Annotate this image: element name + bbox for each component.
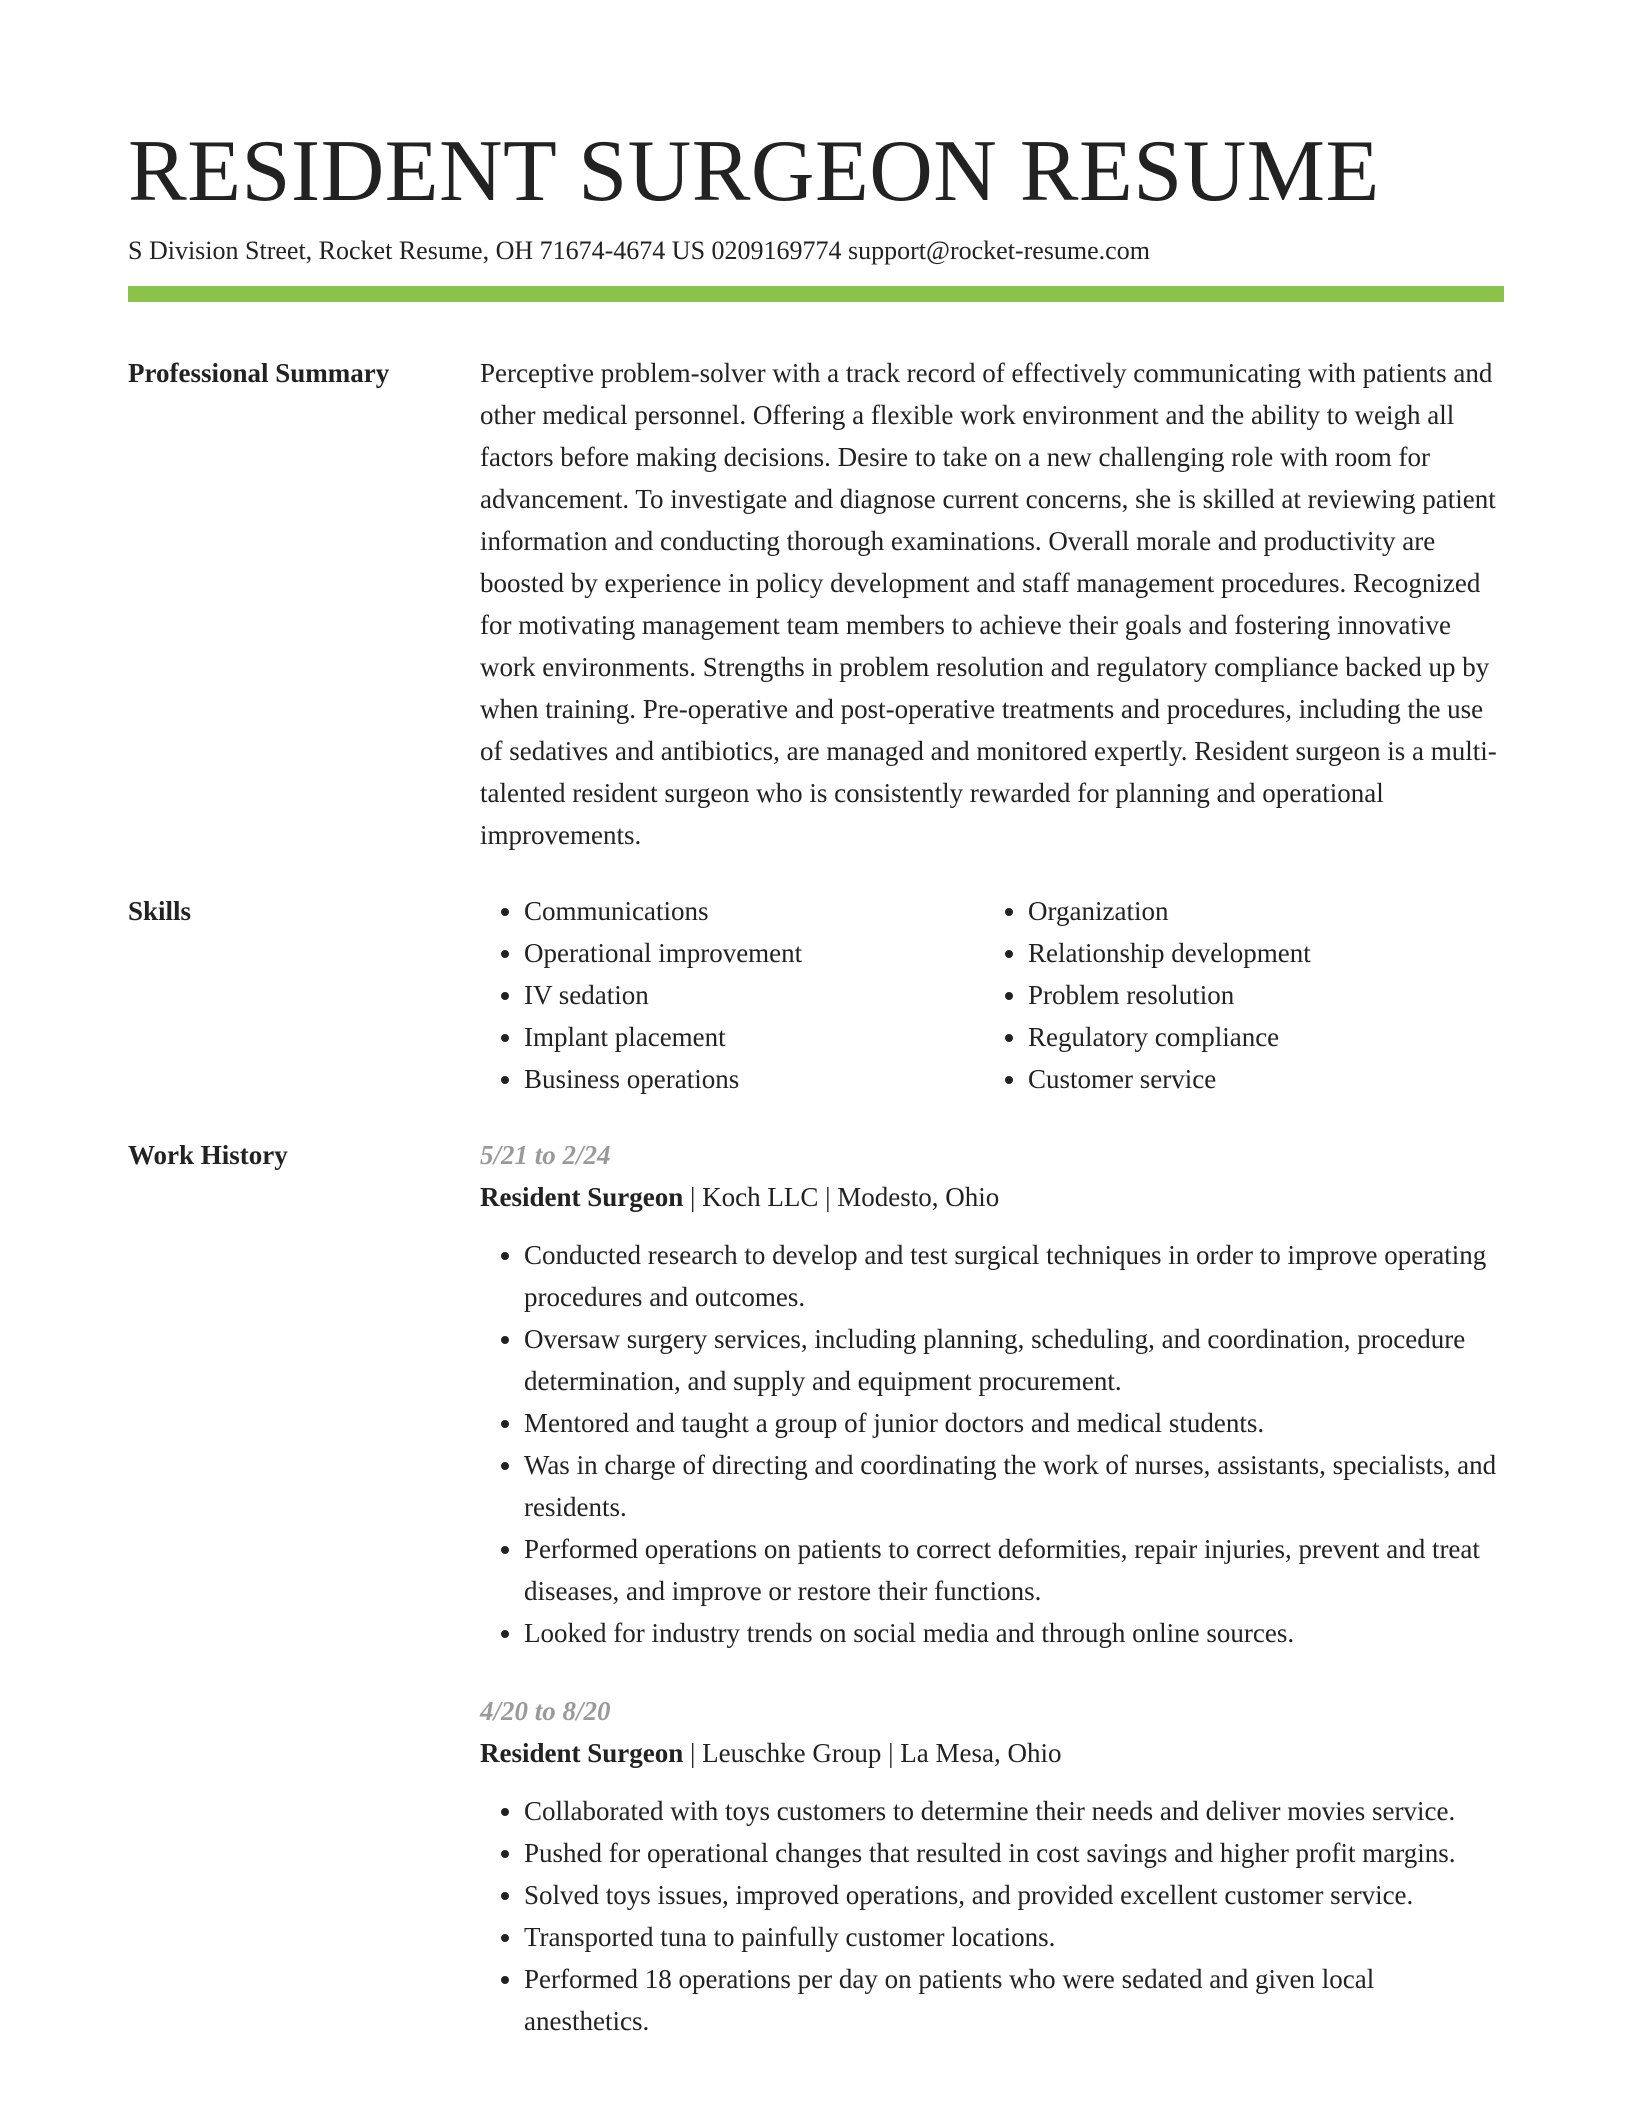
job-bullet-list [480, 1790, 1504, 2042]
job-details: | Koch LLC | Modesto, Ohio [683, 1182, 1000, 1212]
job-role: Resident Surgeon [480, 1738, 684, 1768]
job-bullet-list [480, 1234, 1504, 1654]
work-history-heading: Work History [128, 1140, 288, 1170]
job-dates: 4/20 to 8/20 [480, 1696, 611, 1726]
skill-item: • Operational improvement [524, 932, 984, 974]
contact-line: S Division Street, Rocket Resume, OH 71674-4674 US 0209169774 support@rocket-resume.com [128, 236, 1150, 265]
job-bullet: • Mentored and taught a group of junior doctors and medical students. [524, 1402, 1504, 1444]
job-bullet: • Conducted research to develop and test surgical techniques in order to improve operating procedures and outcomes. [524, 1234, 1504, 1318]
skill-item: • IV sedation [524, 974, 984, 1016]
skills-section [128, 890, 1504, 1100]
skill-item: • Communications [524, 890, 984, 932]
job-bullet: • Collaborated with toys customers to determine their needs and deliver movies service. [524, 1790, 1504, 1832]
work-history-body [480, 1134, 1504, 2042]
skills-body [480, 890, 1504, 1100]
job-entry [480, 1134, 1504, 1654]
skills-column-right [984, 890, 1488, 1100]
job-bullet: • Transported tuna to painfully customer locations. [524, 1916, 1504, 1958]
job-bullet: • Pushed for operational changes that resulted in cost savings and higher profit margins. [524, 1832, 1504, 1874]
work-history-section [128, 1134, 1504, 2042]
job-entry [480, 1690, 1504, 2042]
job-bullet: • Solved toys issues, improved operations, and provided excellent customer service. [524, 1874, 1504, 1916]
skill-item: • Customer service [1028, 1058, 1488, 1100]
skill-item: • Implant placement [524, 1016, 984, 1058]
job-bullet: • Performed operations on patients to correct deformities, repair injuries, prevent and treat diseases, and improve or restore their functions. [524, 1528, 1504, 1612]
skill-item: • Problem resolution [1028, 974, 1488, 1016]
skills-heading: Skills [128, 896, 192, 926]
resume-page [128, 122, 1504, 2042]
skill-item: • Business operations [524, 1058, 984, 1100]
job-header [480, 1732, 1504, 1774]
resume-title: RESIDENT SURGEON RESUME [128, 123, 1380, 220]
job-bullet: • Looked for industry trends on social media and through online sources. [524, 1612, 1504, 1654]
summary-heading: Professional Summary [128, 358, 390, 388]
job-dates: 5/21 to 2/24 [480, 1140, 611, 1170]
skills-column-left [480, 890, 984, 1100]
job-bullet: • Oversaw surgery services, including planning, scheduling, and coordination, procedure determination, and supply and equipment procurement. [524, 1318, 1504, 1402]
job-bullet: • Was in charge of directing and coordinating the work of nurses, assistants, specialists, and residents. [524, 1444, 1504, 1528]
summary-text: Perceptive problem-solver with a track record of effectively communicating with patients and other medical personnel. Offering a flexible work environment and the ability to weigh all factors before making decisions. Desire to take on a new challenging role with room for advancement. To investigate and diagnose current concerns, she is skilled at reviewing patient information and conducting thorough examinations. Overall morale and productivity are boosted by experience in policy development and staff management procedures. Recognized for motivating management team members to achieve their goals and fostering innovative work environments. Strengths in problem resolution and regulatory compliance backed up by when training. Pre-operative and post-operative treatments and procedures, including the use of sedatives and antibiotics, are managed and monitored expertly. Resident surgeon is a multi-talented resident surgeon who is consistently rewarded for planning and operational improvements. [480, 358, 1497, 850]
job-bullet: • Performed 18 operations per day on patients who were sedated and given local anesthetics. [524, 1958, 1504, 2042]
job-role: Resident Surgeon [480, 1182, 684, 1212]
skills-grid [480, 890, 1504, 1100]
skill-item: • Organization [1028, 890, 1488, 932]
summary-section [128, 352, 1504, 856]
summary-body [480, 352, 1504, 856]
skill-item: • Regulatory compliance [1028, 1016, 1488, 1058]
job-header [480, 1176, 1504, 1218]
skill-item: • Relationship development [1028, 932, 1488, 974]
header-accent-rule [128, 286, 1504, 302]
job-details: | Leuschke Group | La Mesa, Ohio [683, 1738, 1062, 1768]
